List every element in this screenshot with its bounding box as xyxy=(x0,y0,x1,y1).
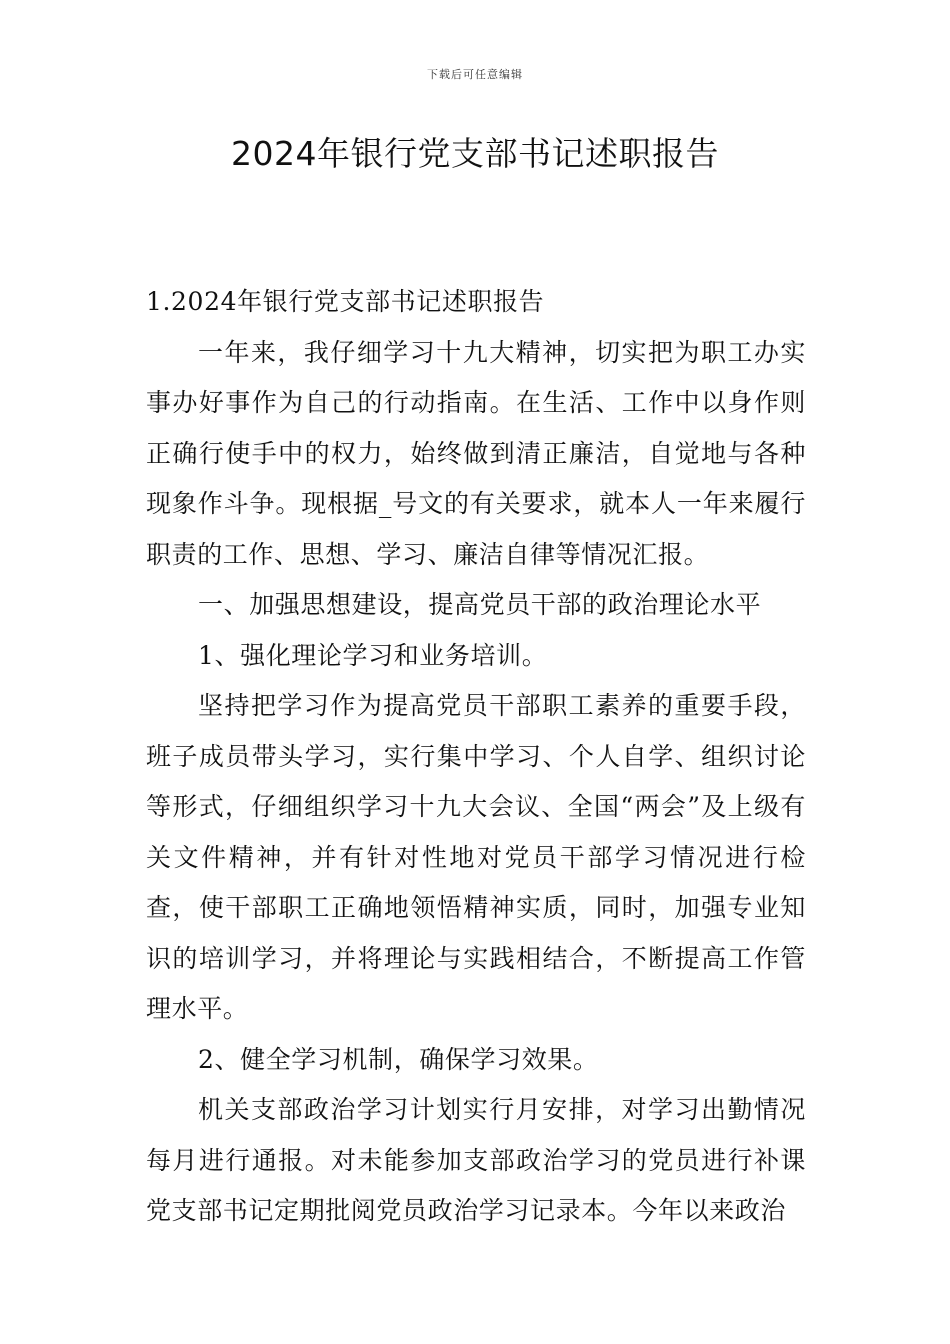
paragraph-subheading: 2、健全学习机制，确保学习效果。 xyxy=(198,1044,599,1074)
paragraph: 机关支部政治学习计划实行月安排，对学习出勤情况每月进行通报。对未能参加支部政治学习的党员进行补课党支部书记定期批阅党员政治学习记录本。今年以来政治 xyxy=(146,1095,806,1225)
paragraph: 一年来，我仔细学习十九大精神，切实把为职工办实事办好事作为自己的行动指南。在生活、工作中以身作则正确行使手中的权力，始终做到清正廉洁，自觉地与各种现象作斗争。现根据_号文的有关要求，就本人一年来履行职责的工作、思想、学习、廉洁自律等情况汇报。 xyxy=(146,337,806,569)
paragraph-heading: 一、加强思想建设，提高党员干部的政治理论水平 xyxy=(198,590,762,619)
paragraph: 坚持把学习作为提高党员干部职工素养的重要手段，班子成员带头学习，实行集中学习、个人自学、组织讨论等形式，仔细组织学习十九大会议、全国“两会”及上级有关文件精神，并有针对性地对党员干部学习情况进行检查，使干部职工正确地领悟精神实质，同时，加强专业知识的培训学习，并将理论与实践相结合，不断提高工作管理水平。 xyxy=(146,691,806,1023)
paragraph-subheading: 1、强化理论学习和业务培训。 xyxy=(198,640,548,670)
document-title: 2024年银行党支部书记述职报告 xyxy=(231,134,719,173)
paragraph-section-heading: 1.2024年银行党支部书记述职报告 xyxy=(146,287,545,316)
document-body xyxy=(146,277,806,1237)
header-note: 下载后可任意编辑 xyxy=(427,68,523,81)
